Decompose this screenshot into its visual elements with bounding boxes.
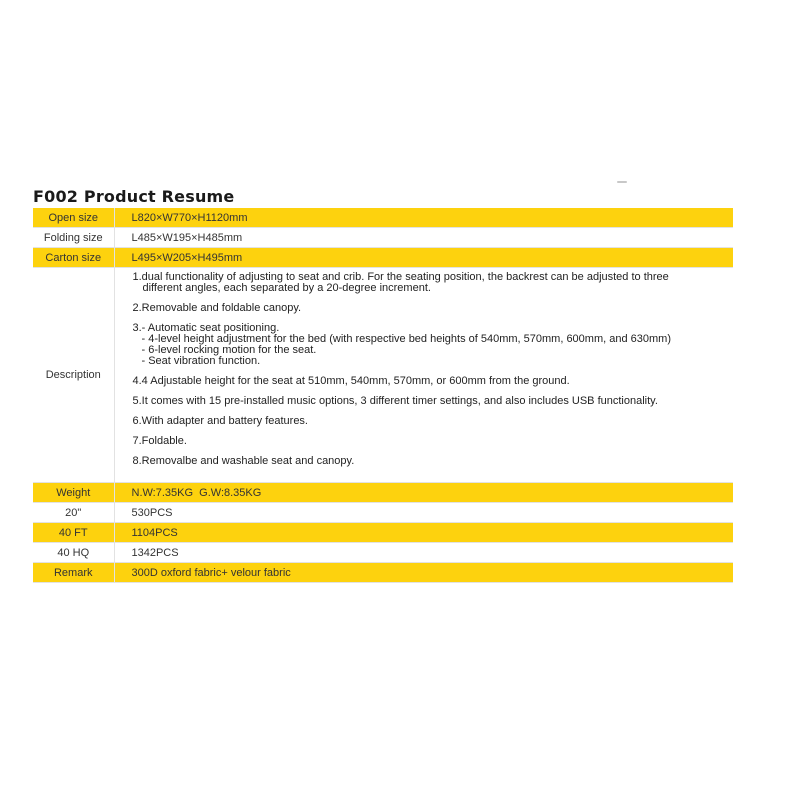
description-item: 7.Foldable.	[132, 435, 187, 447]
page-title: F002 Product Resume	[33, 187, 235, 206]
row-value-folding-size: L485×W195×H485mm	[114, 228, 733, 248]
description-item: 1.dual functionality of adjusting to seat and crib. For the seating position, the backrest can be adjusted to three different angles, each separated by a 20-degree increment.	[132, 271, 669, 294]
row-value-40hq: 1342PCS	[114, 543, 733, 563]
row-label-40hq: 40 HQ	[33, 543, 114, 563]
row-label-carton-size: Carton size	[33, 248, 114, 268]
row-label-20ft: 20"	[33, 503, 114, 523]
description-item: 6.With adapter and battery features.	[132, 415, 308, 427]
row-value-open-size: L820×W770×H1120mm	[114, 208, 733, 228]
row-value-weight: N.W:7.35KG G.W:8.35KG	[114, 483, 733, 503]
row-label-folding-size: Folding size	[33, 228, 114, 248]
row-label-open-size: Open size	[33, 208, 114, 228]
row-label-weight: Weight	[33, 483, 114, 503]
row-value-40ft: 1104PCS	[114, 523, 733, 543]
description-item: 5.It comes with 15 pre-installed music options, 3 different timer settings, and also includes USB functionality.	[132, 395, 658, 407]
table-row	[33, 563, 733, 583]
row-value-remark: 300D oxford fabric+ velour fabric	[114, 563, 733, 583]
row-label-40ft: 40 FT	[33, 523, 114, 543]
table-row	[33, 268, 733, 483]
table-row	[33, 483, 733, 503]
table-row	[33, 248, 733, 268]
description-item: 2.Removable and foldable canopy.	[132, 302, 302, 314]
table-row	[33, 543, 733, 563]
description-item: 3.- Automatic seat positioning. - 4-level height adjustment for the bed (with respective bed heights of 540mm, 570mm, 600mm, and 630mm) - 6-level rocking motion for the seat. - Seat vibration function.	[132, 322, 671, 367]
row-value-carton-size: L495×W205×H495mm	[114, 248, 733, 268]
row-label-remark: Remark	[33, 563, 114, 583]
row-value-description	[114, 268, 733, 483]
table-row	[33, 503, 733, 523]
table-row	[33, 208, 733, 228]
product-spec-table	[33, 208, 733, 583]
row-value-20ft: 530PCS	[114, 503, 733, 523]
row-label-description: Description	[33, 268, 114, 483]
table-row	[33, 523, 733, 543]
description-item: 4.4 Adjustable height for the seat at 510mm, 540mm, 570mm, or 600mm from the ground.	[132, 375, 570, 387]
table-row	[33, 228, 733, 248]
decorative-dash	[617, 181, 627, 183]
description-item: 8.Removalbe and washable seat and canopy.	[132, 455, 355, 467]
